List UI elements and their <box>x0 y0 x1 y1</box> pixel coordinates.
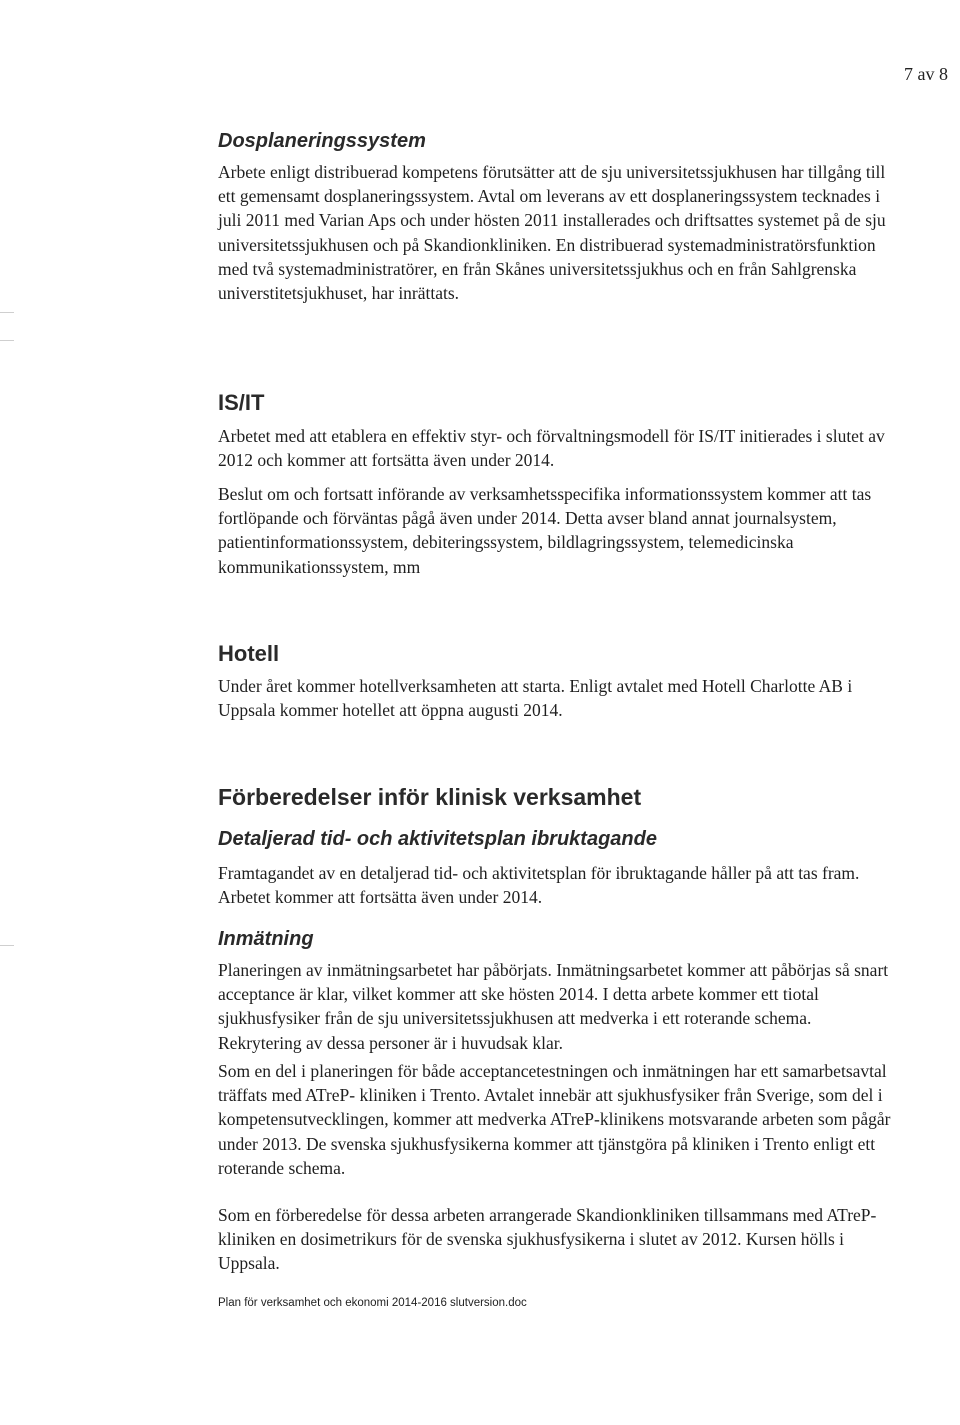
paragraph-dosplaneringssystem: Arbete enligt distribuerad kompetens förutsätter att de sju universitetssjukhusen har tillgång till ett gemensamt dosplaneringssystem. Avtal om leverans av ett dosplaneringssystem tecknades i juli 2011 med Varian Aps och under hösten 2011 installerades och driftsattes systemet på de sju universitetssjukhusen och på Skandionkliniken. En distribuerad systemadministratörsfunktion med två systemadministratörer, en från Skånes universitetssjukhus och en från Sahlgrenska universtitetsjukhuset, har inrättats. <box>218 162 886 304</box>
paragraph-inmatning-3: Som en förberedelse för dessa arbeten arrangerade Skandionkliniken tillsammans med ATreP-kliniken en dosimetrikurs för de svenska sjukhusfysikerna i slutet av 2012. Kursen hölls i Uppsala. <box>218 1205 877 1274</box>
paragraph-is-it-2: Beslut om och fortsatt införande av verksamhetsspecifika informationssystem kommer att tas fortlöpande och förväntas pågå även under 2014. Detta avser bland annat journalsystem, patientinformationssystem, debiteringssystem, bildlagringssystem, telemedicinska kommunikationssystem, mm <box>218 484 872 577</box>
page-number: 7 av 8 <box>904 64 948 84</box>
heading-is-it: IS/IT <box>218 390 265 415</box>
paragraph-inmatning-1: Planeringen av inmätningsarbetet har påbörjats. Inmätningsarbetet kommer att påbörjas så snart acceptance är klar, vilket kommer att ske hösten 2014. I detta arbete kommer ett tiotal sjukhusfysiker från de sju universitetssjukhusen att medverka i ett roterande schema. Rekrytering av dessa personer är i huvudsak klar. <box>218 960 889 1053</box>
document-footer: Plan för verksamhet och ekonomi 2014-2016 slutversion.doc <box>218 1297 527 1309</box>
heading-dosplaneringssystem: Dosplaneringssystem <box>218 130 426 152</box>
heading-hotell: Hotell <box>218 641 280 666</box>
margin-mark <box>0 945 14 946</box>
margin-mark <box>0 340 14 341</box>
margin-mark <box>0 312 14 313</box>
paragraph-hotell: Under året kommer hotellverksamheten att starta. Enligt avtalet med Hotell Charlotte AB i Uppsala kommer hotellet att öppna augusti 2014. <box>218 676 853 721</box>
paragraph-is-it-1: Arbetet med att etablera en effektiv styr- och förvaltningsmodell för IS/IT initierades i slutet av 2012 och kommer att fortsätta även under 2014. <box>218 426 885 471</box>
paragraph-inmatning-2: Som en del i planeringen för både acceptancetestningen och inmätningen har ett samarbetsavtal träffats med ATreP- kliniken i Trento. Avtalet innebär att sjukhusfysiker från Sverige, som del i kompetensutvecklingen, kommer att medverka ATreP-klinikens motsvarande arbeten som pågår under 2013. De svenska sjukhusfysikerna kommer att tjänstgöra på kliniken i Trento enligt ett roterande schema. <box>218 1061 891 1178</box>
heading-forberedelser: Förberedelser inför klinisk verksamhet <box>218 784 642 810</box>
heading-inmatning: Inmätning <box>218 928 314 950</box>
heading-tidplan: Detaljerad tid- och aktivitetsplan ibruktagande <box>218 828 657 850</box>
paragraph-tidplan: Framtagandet av en detaljerad tid- och aktivitetsplan för ibruktagande håller på att tas fram. Arbetet kommer att fortsätta även under 2014. <box>218 863 860 908</box>
